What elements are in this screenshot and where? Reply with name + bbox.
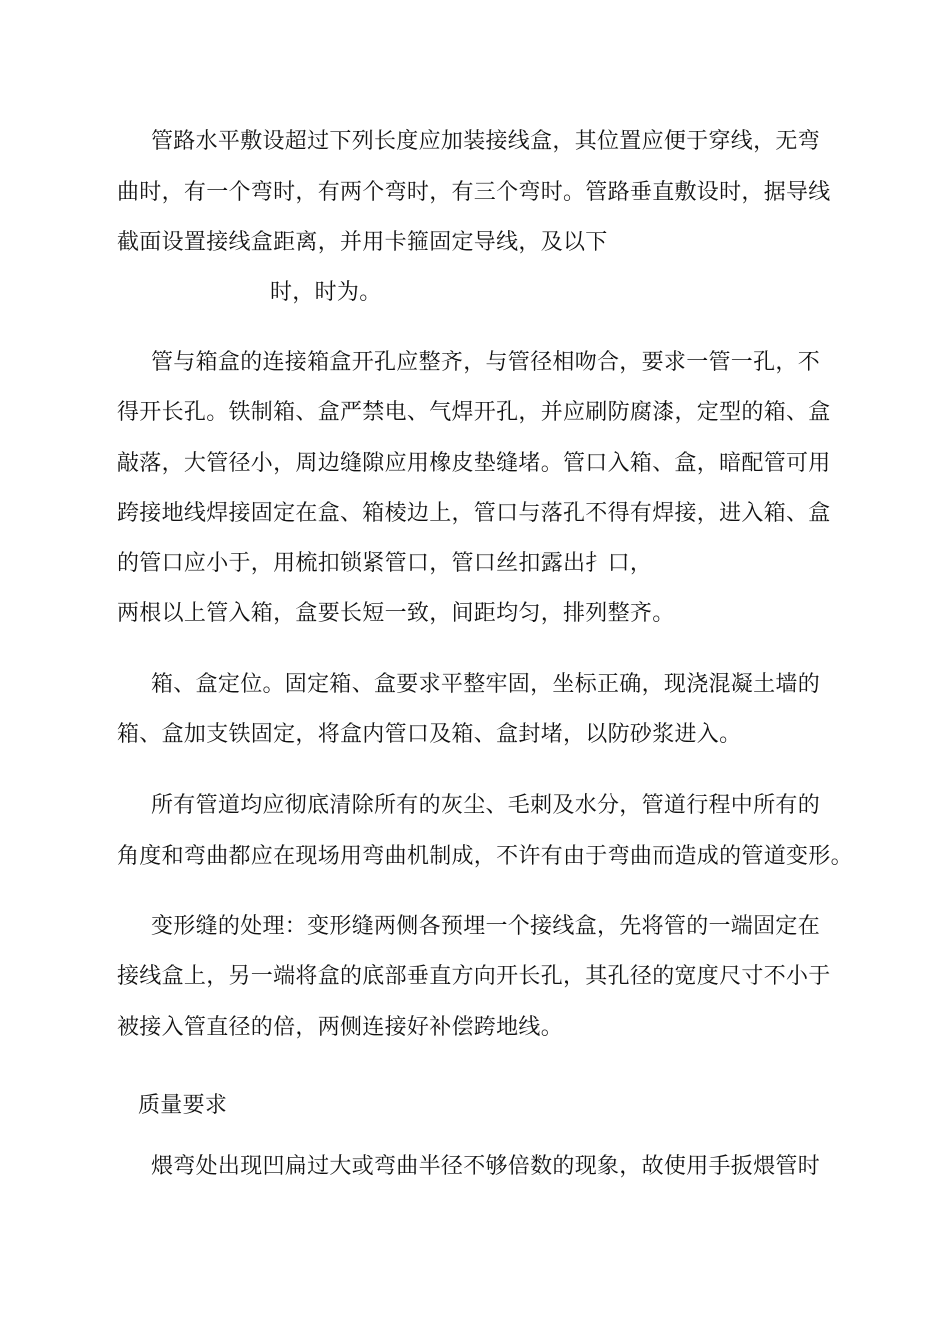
paragraph-4-line-2: 角度和弯曲都应在现场用弯曲机制成，不许有由于弯曲而造成的管道变形。 <box>117 844 853 869</box>
paragraph-3-line-2: 箱、盒加支铁固定，将盒内管口及箱、盒封堵，以防砂浆进入。 <box>117 722 742 747</box>
paragraph-4-line-1: 所有管道均应彻底清除所有的灰尘、毛刺及水分，管道行程中所有的 <box>151 793 821 818</box>
section-heading: 质量要求 <box>138 1093 228 1118</box>
paragraph-5-line-2: 接线盒上，另一端将盒的底部垂直方向开长孔，其孔径的宽度尺寸不小于 <box>117 964 831 989</box>
paragraph-6-line-1: 煨弯处出现凹扁过大或弯曲半径不够倍数的现象，故使用手扳煨管时 <box>151 1154 821 1179</box>
paragraph-2-line-1: 管与箱盒的连接箱盒开孔应整齐，与管径相吻合，要求一管一孔，不 <box>151 350 821 375</box>
paragraph-2-line-4: 跨接地线焊接固定在盒、箱棱边上，管口与落孔不得有焊接，进入箱、盒 <box>117 501 831 526</box>
paragraph-2-line-6: 两根以上管入箱，盒要长短一致，间距均匀，排列整齐。 <box>117 601 675 626</box>
paragraph-2-line-3: 敲落，大管径小，周边缝隙应用橡皮垫缝堵。管口入箱、盒，暗配管可用 <box>117 451 831 476</box>
paragraph-1-line-1: 管路水平敷设超过下列长度应加装接线盒，其位置应便于穿线，无弯 <box>151 129 821 154</box>
paragraph-1-line-2: 曲时，有一个弯时，有两个弯时，有三个弯时。管路垂直敷设时，据导线 <box>117 180 831 205</box>
paragraph-2-line-2: 得开长孔。铁制箱、盒严禁电、气焊开孔，并应刷防腐漆，定型的箱、盒 <box>117 400 831 425</box>
paragraph-5-line-1: 变形缝的处理：变形缝两侧各预埋一个接线盒，先将管的一端固定在 <box>151 914 821 939</box>
paragraph-1-line-3: 截面设置接线盒距离，并用卡箍固定导线，及以下 <box>117 230 608 255</box>
paragraph-3-line-1: 箱、盒定位。固定箱、盒要求平整牢固，坐标正确，现浇混凝土墙的 <box>151 672 821 697</box>
paragraph-1-line-4: 时，时为。 <box>270 280 382 305</box>
paragraph-5-line-3: 被接入管直径的倍，两侧连接好补偿跨地线。 <box>117 1015 564 1040</box>
paragraph-2-line-5: 的管口应小于，用梳扣锁紧管口，管口丝扣露出扌口， <box>117 551 653 576</box>
